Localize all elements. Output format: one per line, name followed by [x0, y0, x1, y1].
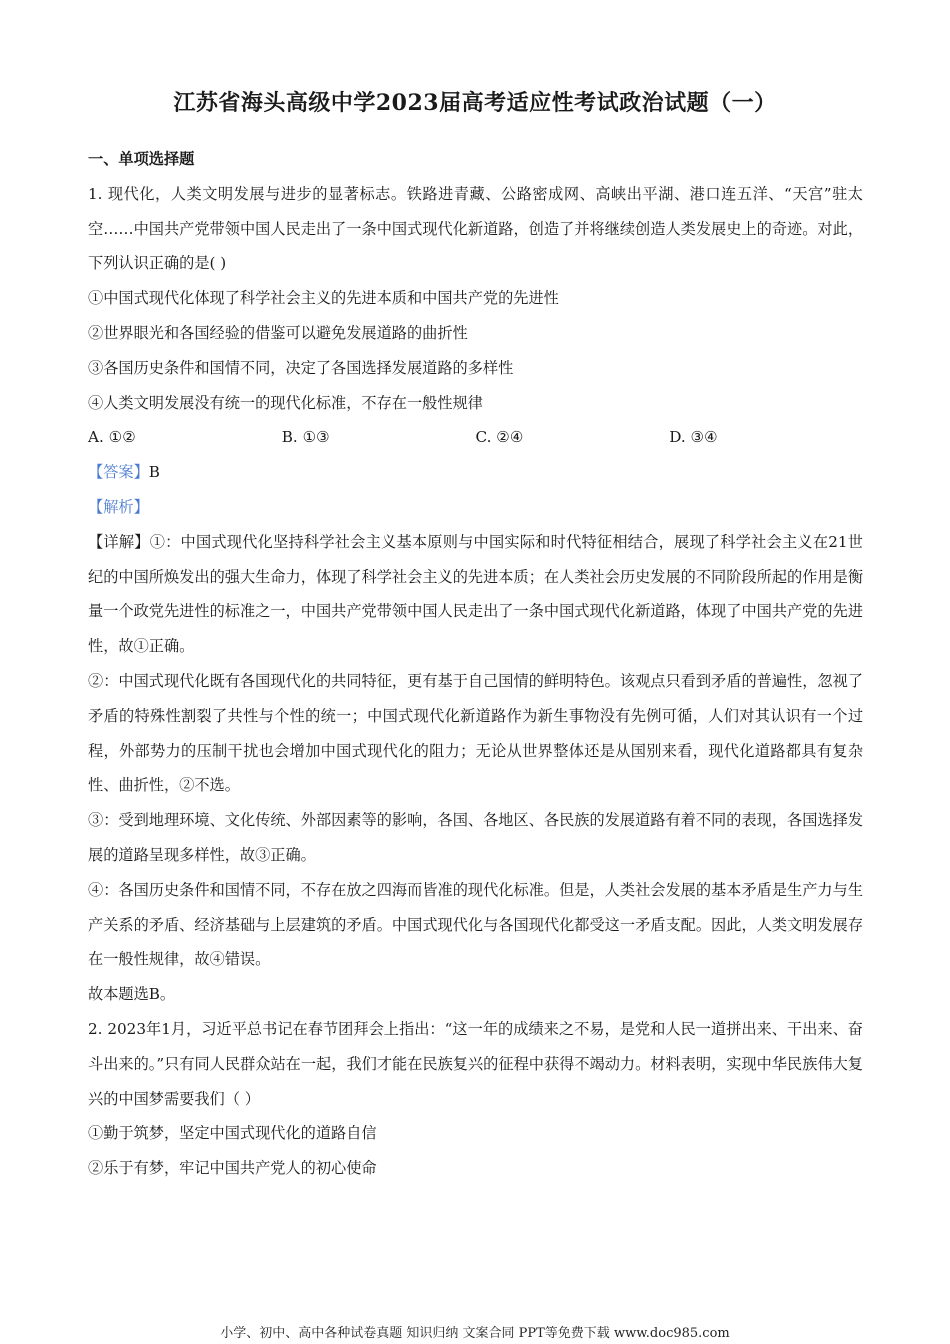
question-1-options: [88, 420, 863, 455]
question-1-stem: 1. 现代化，人类文明发展与进步的显著标志。铁路进青藏、公路密成网、高峡出平湖、港口连五洋、“天宫”驻太空……中国共产党带领中国人民走出了一条中国式现代化新道路，创造了并将继续创造人类发展史上的奇迹。对此，下列认识正确的是( ): [88, 184, 863, 273]
answer-line: [88, 455, 863, 490]
page-title: 江苏省海头高级中学2023届高考适应性考试政治试题（一）: [173, 90, 777, 116]
detail-text: ①：中国式现代化坚持科学社会主义基本原则与中国实际和时代特征相结合，展现了科学社会主义在21世纪的中国所焕发出的强大生命力，体现了科学社会主义的先进本质；在人类社会历史发展的不同阶段所起的作用是衡量一个政党先进性的标准之一，中国共产党带领中国人民走出了一条中国式现代化新道路，体现了中国共产党的先进性，故①正确。: [88, 532, 863, 656]
detail-paragraph: ②：中国式现代化既有各国现代化的共同特征，更有基于自己国情的鲜明特色。该观点只看到矛盾的普遍性，忽视了矛盾的特殊性割裂了共性与个性的统一；中国式现代化新道路作为新生事物没有先例可循，人们对其认识有一个过程，外部势力的压制干扰也会增加中国式现代化的阻力；无论从世界整体还是从国别来看，现代化道路都具有复杂性、曲折性，②不选。: [88, 671, 863, 795]
question-2-item: ①勤于筑梦，坚定中国式现代化的道路自信: [88, 1124, 377, 1143]
question-2-stem: 2. 2023年1月，习近平总书记在春节团拜会上指出：“这一年的成绩来之不易，是党和人民一道拼出来、干出来、奋斗出来的。”只有同人民群众站在一起，我们才能在民族复兴的征程中获得不竭动力。材料表明，实现中华民族伟大复兴的中国梦需要我们（ ）: [88, 1019, 863, 1108]
option-d: D. ③④: [669, 428, 718, 447]
page-footer: 小学、初中、高中各种试卷真题 知识归纳 文案合同 PPT等免费下载 www.doc985.com: [220, 1326, 730, 1341]
document-body: [88, 142, 863, 1186]
option-a: A. ①②: [88, 428, 136, 447]
detail-label: 【详解】: [88, 532, 150, 551]
option-b: B. ①③: [281, 428, 330, 447]
question-1-item: ①中国式现代化体现了科学社会主义的先进本质和中国共产党的先进性: [88, 289, 559, 308]
conclusion-line: 故本题选B。: [88, 985, 176, 1004]
analysis-line: [88, 490, 863, 525]
section-heading: 一、单项选择题: [88, 150, 195, 168]
detail-paragraph: [88, 525, 863, 664]
analysis-tag: 【解析】: [88, 497, 149, 516]
question-1-item: ④人类文明发展没有统一的现代化标准，不存在一般性规律: [88, 393, 483, 412]
detail-paragraph: ④：各国历史条件和国情不同，不存在放之四海而皆准的现代化标准。但是，人类社会发展的基本矛盾是生产力与生产关系的矛盾、经济基础与上层建筑的矛盾。中国式现代化与各国现代化都受这一矛盾支配。因此，人类文明发展存在一般性规律，故④错误。: [88, 880, 863, 969]
detail-paragraph: ③：受到地理环境、文化传统、外部因素等的影响，各国、各地区、各民族的发展道路有着不同的表现，各国选择发展的道路呈现多样性，故③正确。: [88, 811, 863, 864]
answer-value: B: [148, 463, 160, 482]
question-2-item: ②乐于有梦，牢记中国共产党人的初心使命: [88, 1159, 377, 1178]
question-1-item: ②世界眼光和各国经验的借鉴可以避免发展道路的曲折性: [88, 323, 468, 342]
option-c: C. ②④: [475, 428, 524, 447]
answer-tag: 【答案】: [88, 463, 149, 482]
question-1-item: ③各国历史条件和国情不同，决定了各国选择发展道路的多样性: [88, 358, 514, 377]
